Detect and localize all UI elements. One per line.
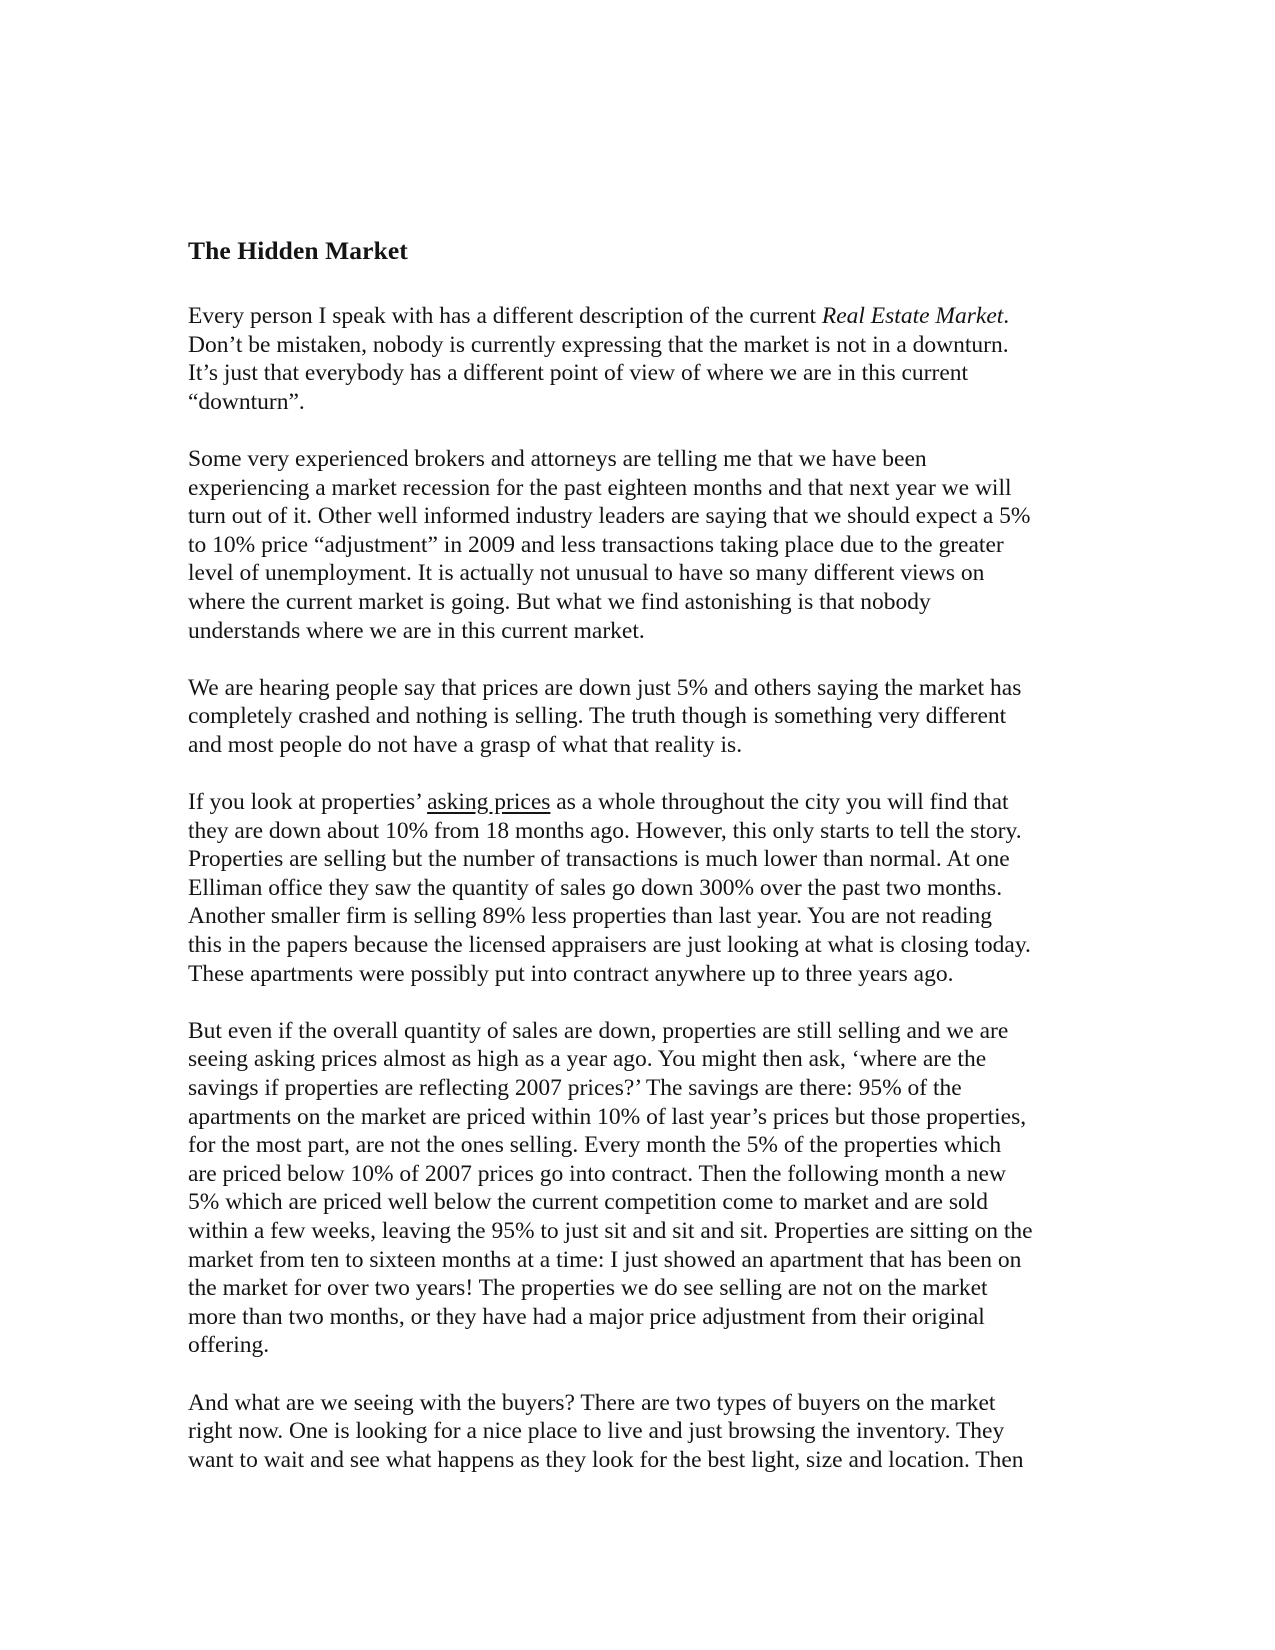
text-line [188,788,1088,817]
text-line: offering. [188,1332,270,1359]
text-line: seeing asking prices almost as high as a year ago. You might then ask, ‘where are the [188,1046,987,1073]
text-line: completely crashed and nothing is selling. The truth though is something very different [188,703,1007,730]
text-line: 5% which are priced well below the current competition come to market and are sold [188,1189,989,1216]
text-line: savings if properties are reflecting 2007 prices?’ The savings are there: 95% of the [188,1075,962,1102]
text-line: These apartments were possibly put into contract anywhere up to three years ago. [188,960,954,987]
text-line: and most people do not have a grasp of what that reality is. [188,731,743,758]
text-line: more than two months, or they have had a major price adjustment from their original [188,1303,985,1330]
text-line: But even if the overall quantity of sales are down, properties are still selling and we are [188,1017,1009,1044]
text-line: It’s just that everybody has a different point of view of where we are in this current [188,360,969,387]
text-line: the market for over two years! The properties we do see selling are not on the market [188,1275,988,1302]
text-line: where the current market is going. But what we find astonishing is that nobody [188,588,931,615]
text-line: right now. One is looking for a nice place to live and just browsing the inventory. They [188,1418,1005,1445]
document-title: The Hidden Market [188,236,408,265]
text-line: We are hearing people say that prices are down just 5% and others saying the market has [188,674,1022,701]
paragraph-list [188,302,1088,1474]
paragraph-4 [188,788,1088,988]
text-line: Properties are selling but the number of transactions is much lower than normal. At one [188,846,1010,873]
italic-phrase: Real Estate Market [821,303,1004,329]
underlined-phrase: asking prices [427,789,551,816]
text-line: “downturn”. [188,388,305,415]
text-line: market from ten to sixteen months at a time: I just showed an apartment that has been on [188,1246,1022,1273]
text-segment: Every person I speak with has a different description of the current [188,303,822,329]
text-line: want to wait and see what happens as they look for the best light, size and location. Then [188,1446,1024,1473]
text-line: for the most part, are not the ones selling. Every month the 5% of the properties which [188,1132,1002,1159]
text-line: they are down about 10% from 18 months ago. However, this only starts to tell the story. [188,817,1022,844]
paragraph-6 [188,1389,1088,1475]
text-line: apartments on the market are priced within 10% of last year’s prices but those properties, [188,1103,1027,1130]
text-line: this in the papers because the licensed appraisers are just looking at what is closing today. [188,932,1031,959]
text-line: understands where we are in this current market. [188,617,645,644]
text-line: turn out of it. Other well informed industry leaders are saying that we should expect a 5% [188,503,1031,530]
text-line [188,302,1088,331]
document-body [188,236,1088,1503]
text-segment: If you look at properties’ [188,789,428,816]
text-line: level of unemployment. It is actually not unusual to have so many different views on [188,560,985,587]
text-segment: as a whole throughout the city you will find that [550,789,1009,816]
text-line: Another smaller firm is selling 89% less properties than last year. You are not reading [188,903,993,930]
paragraph-2 [188,445,1088,645]
text-line: within a few weeks, leaving the 95% to just sit and sit and sit. Properties are sitting on the [188,1218,1033,1244]
text-line: And what are we seeing with the buyers? There are two types of buyers on the market [188,1389,996,1416]
paragraph-5 [188,1017,1088,1360]
text-line: Elliman office they saw the quantity of sales go down 300% over the past two months. [188,874,1003,901]
text-segment: . [1003,303,1010,329]
text-line: Some very experienced brokers and attorneys are telling me that we have been [188,445,927,472]
paragraph-3 [188,674,1088,760]
text-line: are priced below 10% of 2007 prices go into contract. Then the following month a new [188,1160,1006,1187]
text-line: to 10% price “adjustment” in 2009 and less transactions taking place due to the greater [188,531,1004,558]
text-line: Don’t be mistaken, nobody is currently expressing that the market is not in a downturn. [188,331,1009,358]
paragraph-1 [188,302,1088,416]
text-line: experiencing a market recession for the past eighteen months and that next year we will [188,474,1012,501]
